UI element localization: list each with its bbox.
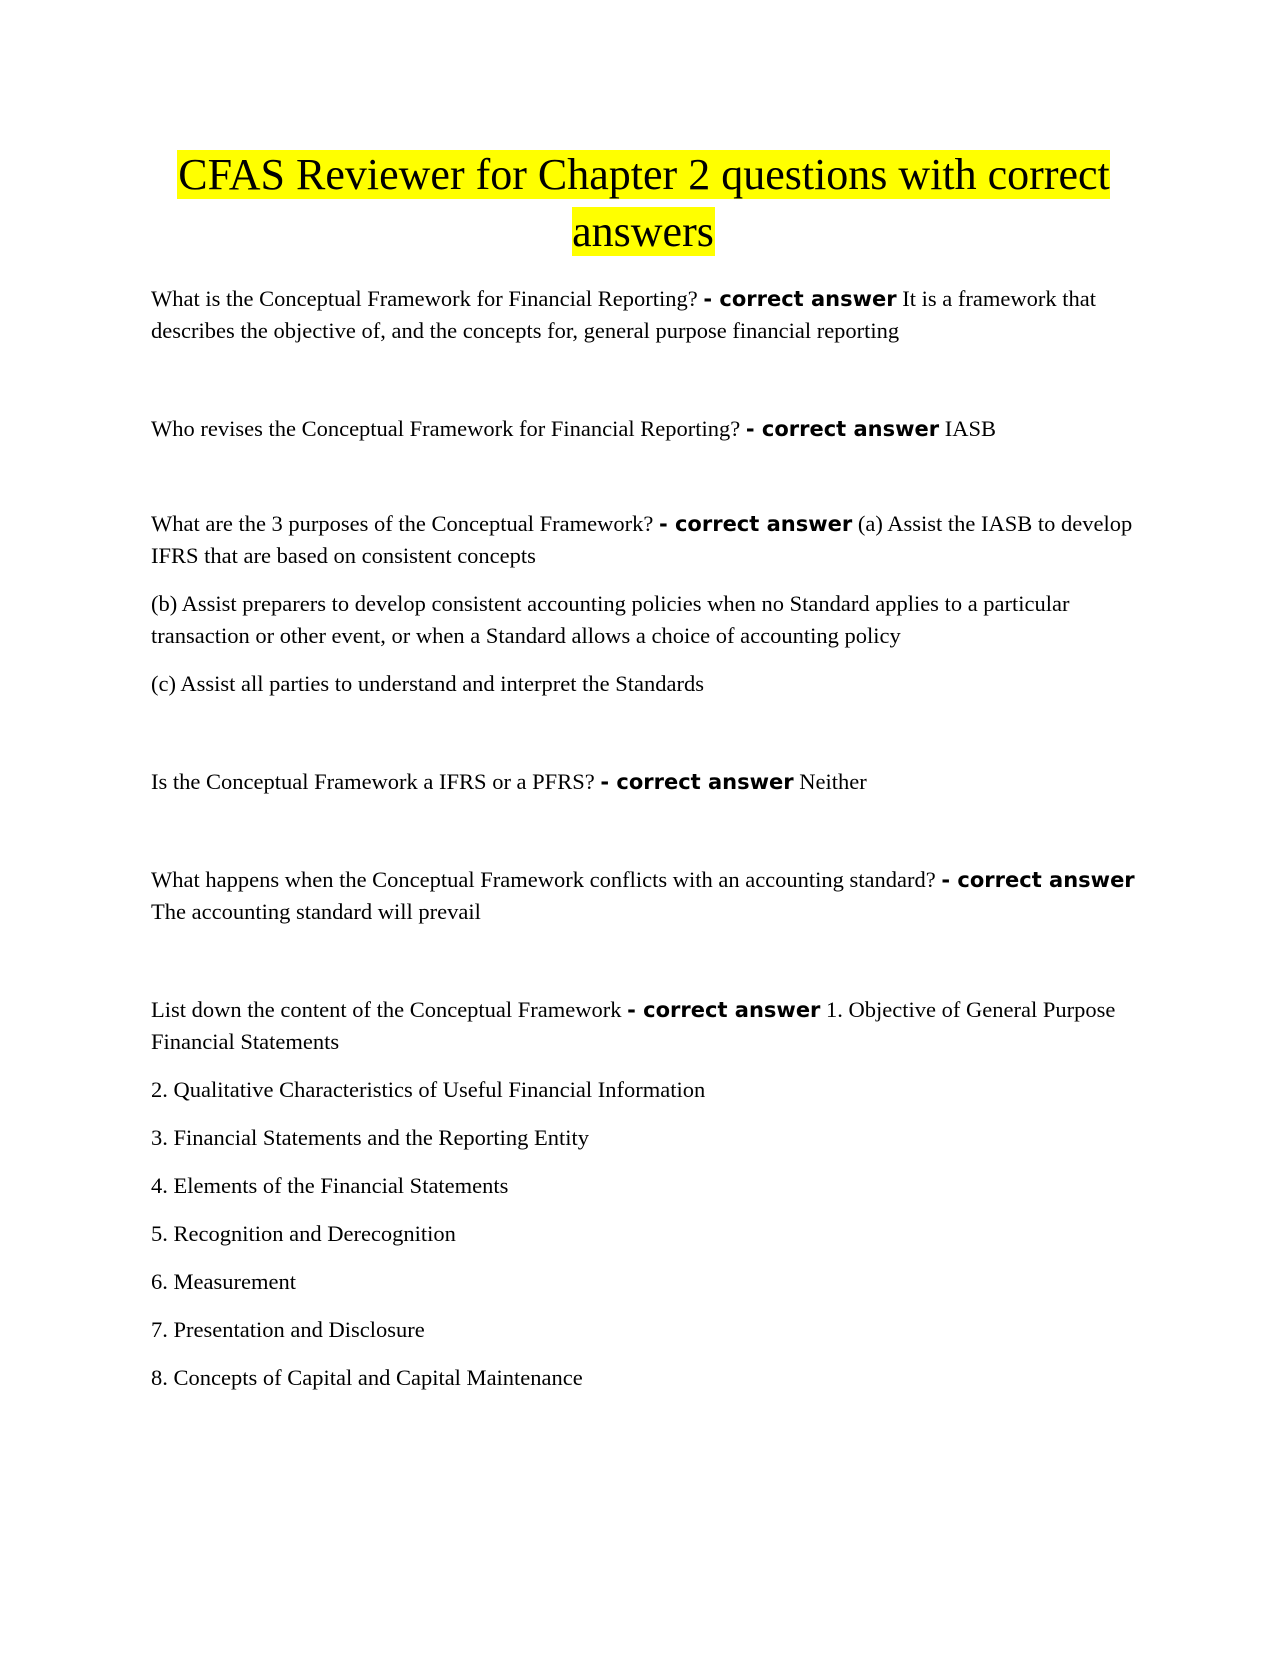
answer-continuation: (c) Assist all parties to understand and interpret the Standards [151, 671, 704, 696]
answer-marker: - correct answer [600, 770, 794, 794]
question-text: What are the 3 purposes of the Conceptual Framework? [151, 511, 654, 536]
question-text: Who revises the Conceptual Framework for Financial Reporting? [151, 416, 741, 441]
qa-item [151, 413, 1136, 445]
list-item: 4. Elements of the Financial Statements [151, 1173, 509, 1198]
answer-marker: - correct answer [703, 287, 897, 311]
list-item: 6. Measurement [151, 1269, 296, 1294]
answer-marker: - correct answer [745, 417, 940, 441]
question-text: List down the content of the Conceptual Framework [151, 997, 622, 1022]
answer-marker: - correct answer [658, 512, 853, 536]
list-item: 7. Presentation and Disclosure [151, 1317, 425, 1342]
document-page [151, 146, 1136, 1394]
list-item: 5. Recognition and Derecognition [151, 1221, 456, 1246]
question-text: What is the Conceptual Framework for Financial Reporting? [151, 286, 698, 311]
question-text: Is the Conceptual Framework a IFRS or a PFRS? [151, 769, 595, 794]
list-item: 3. Financial Statements and the Reporting Entity [151, 1125, 590, 1150]
qa-item [151, 766, 1136, 798]
qa-item [151, 864, 1136, 928]
answer-text: Neither [799, 769, 867, 794]
answer-marker: - correct answer [941, 868, 1135, 892]
answer-marker: - correct answer [627, 998, 821, 1022]
question-text: What happens when the Conceptual Framework conflicts with an accounting standard? [151, 867, 936, 892]
qa-item [151, 508, 1136, 572]
answer-text: (a) Assist the IASB to develop IFRS that are based on consistent concepts [151, 511, 1133, 568]
document-title [151, 146, 1136, 260]
list-item: 2. Qualitative Characteristics of Useful Financial Information [151, 1077, 706, 1102]
answer-text: IASB [944, 416, 997, 441]
answer-text: It is a framework that describes the objective of, and the concepts for, general purpose financial reporting [151, 286, 1096, 343]
list-item: 8. Concepts of Capital and Capital Maintenance [151, 1365, 583, 1390]
qa-item [151, 994, 1136, 1058]
qa-item [151, 283, 1136, 347]
answer-text: The accounting standard will prevail [151, 899, 481, 924]
answer-text: 1. Objective of General Purpose Financial Statements [151, 997, 1116, 1054]
title-highlight: CFAS Reviewer for Chapter 2 questions with correct answers [178, 150, 1110, 256]
answer-continuation: (b) Assist preparers to develop consistent accounting policies when no Standard applies to a particular transaction or other event, or when a Standard allows a choice of accounting policy [151, 591, 1070, 648]
